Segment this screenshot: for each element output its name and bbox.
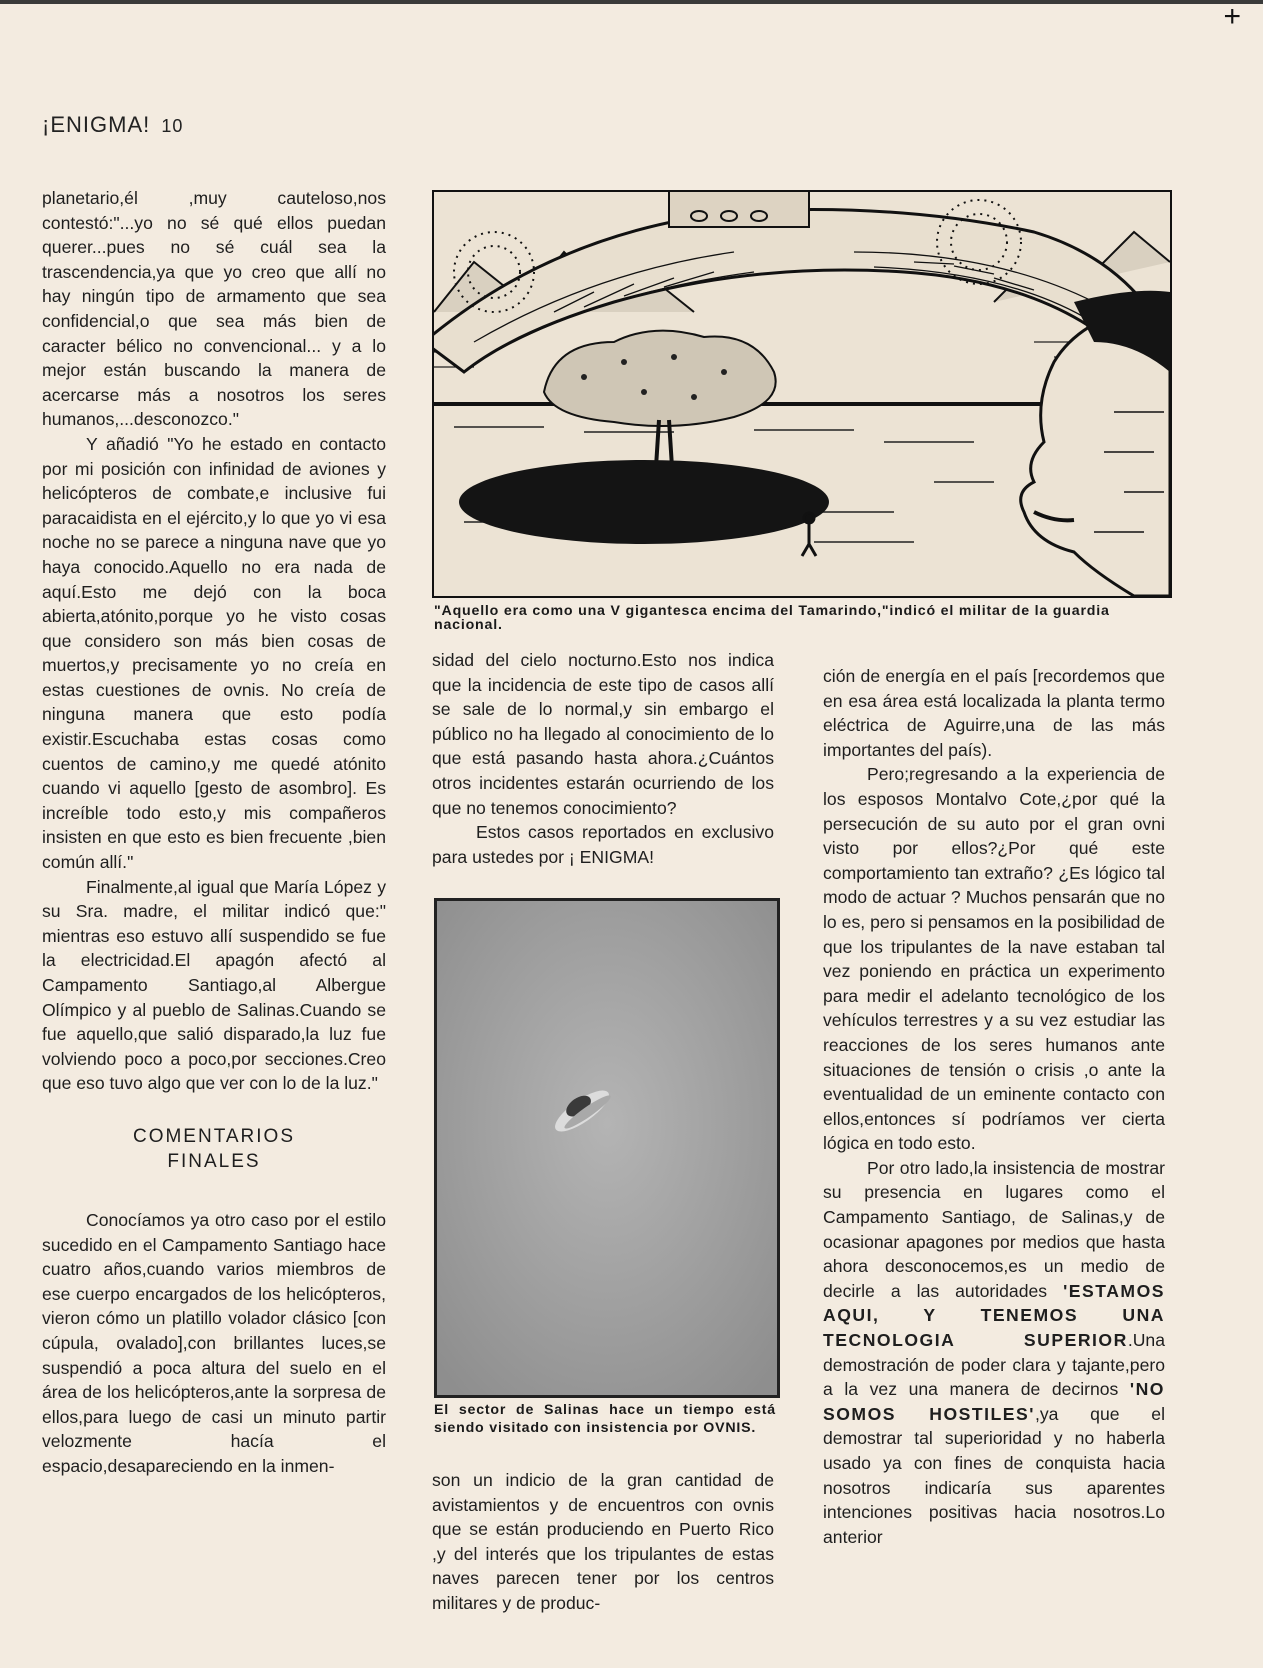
page-header: [42, 112, 183, 138]
col1-paragraph-4: Conocíamos ya otro caso por el estilo sucedido en el Campamento Santiago hace cuatro años,cuando varios miembros de ese cuerpo encargados de los helicópteros, vieron cómo un platillo volador clásico [con cúpula, ovalado],con brillantes luces,se suspendió a poca altura del suelo en el área de los helicópteros,ante la sorpresa de ellos,para luego de casi un minuto partir velozmente hacía el espacio,desapareciendo en la inmen-: [42, 1209, 386, 1476]
col3-paragraph-3-part-b: .Una demostración de poder clara y tajante,pero a la vez una manera de decirnos: [823, 1330, 1165, 1400]
col3-paragraph-2: Pero;regresando a la experiencia de los esposos Montalvo Cote,¿por qué la persecución de su auto por el gran ovni visto por ellos?¿Por qué este comportamiento tan extraño? ¿Es lógico tal modo de actuar ? Muchos pensarán que no lo es, pero si pensamos en la posibilidad de que los tripulantes de la nave estaban tal vez poniendo en práctica un experimento para medir el adelanto tecnológico de los vehículos terrestres y a su vez estudiar las reacciones de los seres humanos ante situaciones de tensión o crisis ,o ante la eventualidad de un eminente contacto con ellos,entonces sí podríamos ver cierta lógica en todo esto.: [823, 764, 1165, 1154]
ufo-photo-icon: [437, 901, 777, 1395]
ufo-photo: [434, 898, 780, 1398]
photo-caption: El sector de Salinas hace un tiempo está siendo visitado con insistencia por OVNIS.: [434, 1402, 776, 1436]
column-middle-upper: [432, 648, 774, 869]
ufo-illustration: [432, 190, 1172, 598]
emphasis-statement-2: 'NO SOMOS HOSTILES': [823, 1379, 1165, 1424]
ufo-drawing-icon: [434, 192, 1170, 596]
col1-paragraph-2: Y añadió "Yo he estado en contacto por mi posición con infinidad de aviones y helicópteros de combate,e inclusive fui paracaidista en el ejército,y lo que yo vi esa noche no se parece a ninguna nave que yo haya conocido.Aquello no era nada de aquí.Esto me dejó con la boca abierta,atónito,porque yo he visto cosas que considero son más bien cosas de muertos,y precisamente yo no creía en estas cuestiones de ovnis. No creía de ninguna manera que esto podía existir.Escuchaba estas cosas como cuentos de camino,y me quedé atónito cuando vi aquello [gesto de asombro]. Es increíble todo esto,y mis compañeros insisten en que esto es bien frecuente ,bien común allí.": [42, 433, 386, 873]
magazine-title: ¡ENIGMA!: [42, 112, 151, 137]
section-subheading: [42, 1124, 386, 1174]
crop-mark-icon: +: [1223, 0, 1241, 33]
column-left: [42, 186, 386, 1479]
emphasis-statement-1: 'ESTAMOS AQUI, Y TENEMOS UNA TECNOLOGIA SUPERIOR: [823, 1280, 1165, 1351]
column-right: [823, 664, 1165, 1549]
col1-paragraph-3: Finalmente,al igual que María López y su Sra. madre, el militar indicó que:" mientras eso estuvo allí suspendido se fue la electricidad.El apagón afectó al Campamento Santiago,al Albergue Olímpico y al pueblo de Salinas.Cuando se fue aquello,que salió disparado,la luz fue volviendo poco a poco,por secciones.Creo que eso tuvo algo que ver con lo de la luz.": [42, 876, 386, 1094]
page-top-edge: [0, 0, 1263, 4]
col2-paragraph-3: son un indicio de la gran cantidad de avistamientos y de encuentros con ovnis que se están produciendo en Puerto Rico ,y del interés que los tripulantes de estas naves parecen tener por los centros militares y de produc-: [432, 1470, 774, 1613]
col3-paragraph-1: ción de energía en el país [recordemos que en esa área está localizada la planta termo eléctrica de Aguirre,una de las más importantes del país).: [823, 666, 1165, 760]
subheading-line-2: FINALES: [167, 1150, 261, 1172]
col3-paragraph-3: [823, 1156, 1165, 1550]
subheading-line-1: COMENTARIOS: [132, 1125, 296, 1147]
col2-paragraph-1: sidad del cielo nocturno.Esto nos indica que la incidencia de este tipo de casos allí se sale de lo normal,y sin embargo el público no ha llegado al conocimiento de lo que está pasando hasta ahora.¿Cuántos otros incidentes estarán ocurriendo de los que no tenemos conocimiento?: [432, 650, 774, 818]
col1-paragraph-1: planetario,él ,muy cauteloso,nos contestó:"...yo no sé qué ellos puedan querer...pues no sé cuál sea la trascendencia,ya que yo creo que allí no hay ningún tipo de armamento que sea confidencial,o que sea más bien de caracter bélico no convencional... y a lo mejor están buscando la manera de acercarse más a nosotros los seres humanos,...desconozco.": [42, 188, 386, 430]
col3-paragraph-3-part-a: Por otro lado,la insistencia de mostrar su presencia en lugares como el Campamento Santiago, de Salinas,y de ocasionar apagones por medios que hasta ahora desconocemos,es un medio de decirle a las autoridades: [823, 1157, 1165, 1301]
col3-paragraph-3-part-c: ,ya que el demostrar tal superioridad y no haberla usado ya con fines de conquista hacia nosotros indicaría sus aparentes intenciones positivas hacia nosotros.Lo anterior: [823, 1403, 1166, 1547]
illustration-caption: "Aquello era como una V gigantesca encima del Tamarindo,"indicó el militar de la guardia nacional.: [434, 603, 1110, 633]
col2-paragraph-2: Estos casos reportados en exclusivo para ustedes por ¡ ENIGMA!: [432, 822, 774, 867]
column-middle-lower: [432, 1468, 774, 1616]
page-number: 10: [161, 116, 184, 136]
